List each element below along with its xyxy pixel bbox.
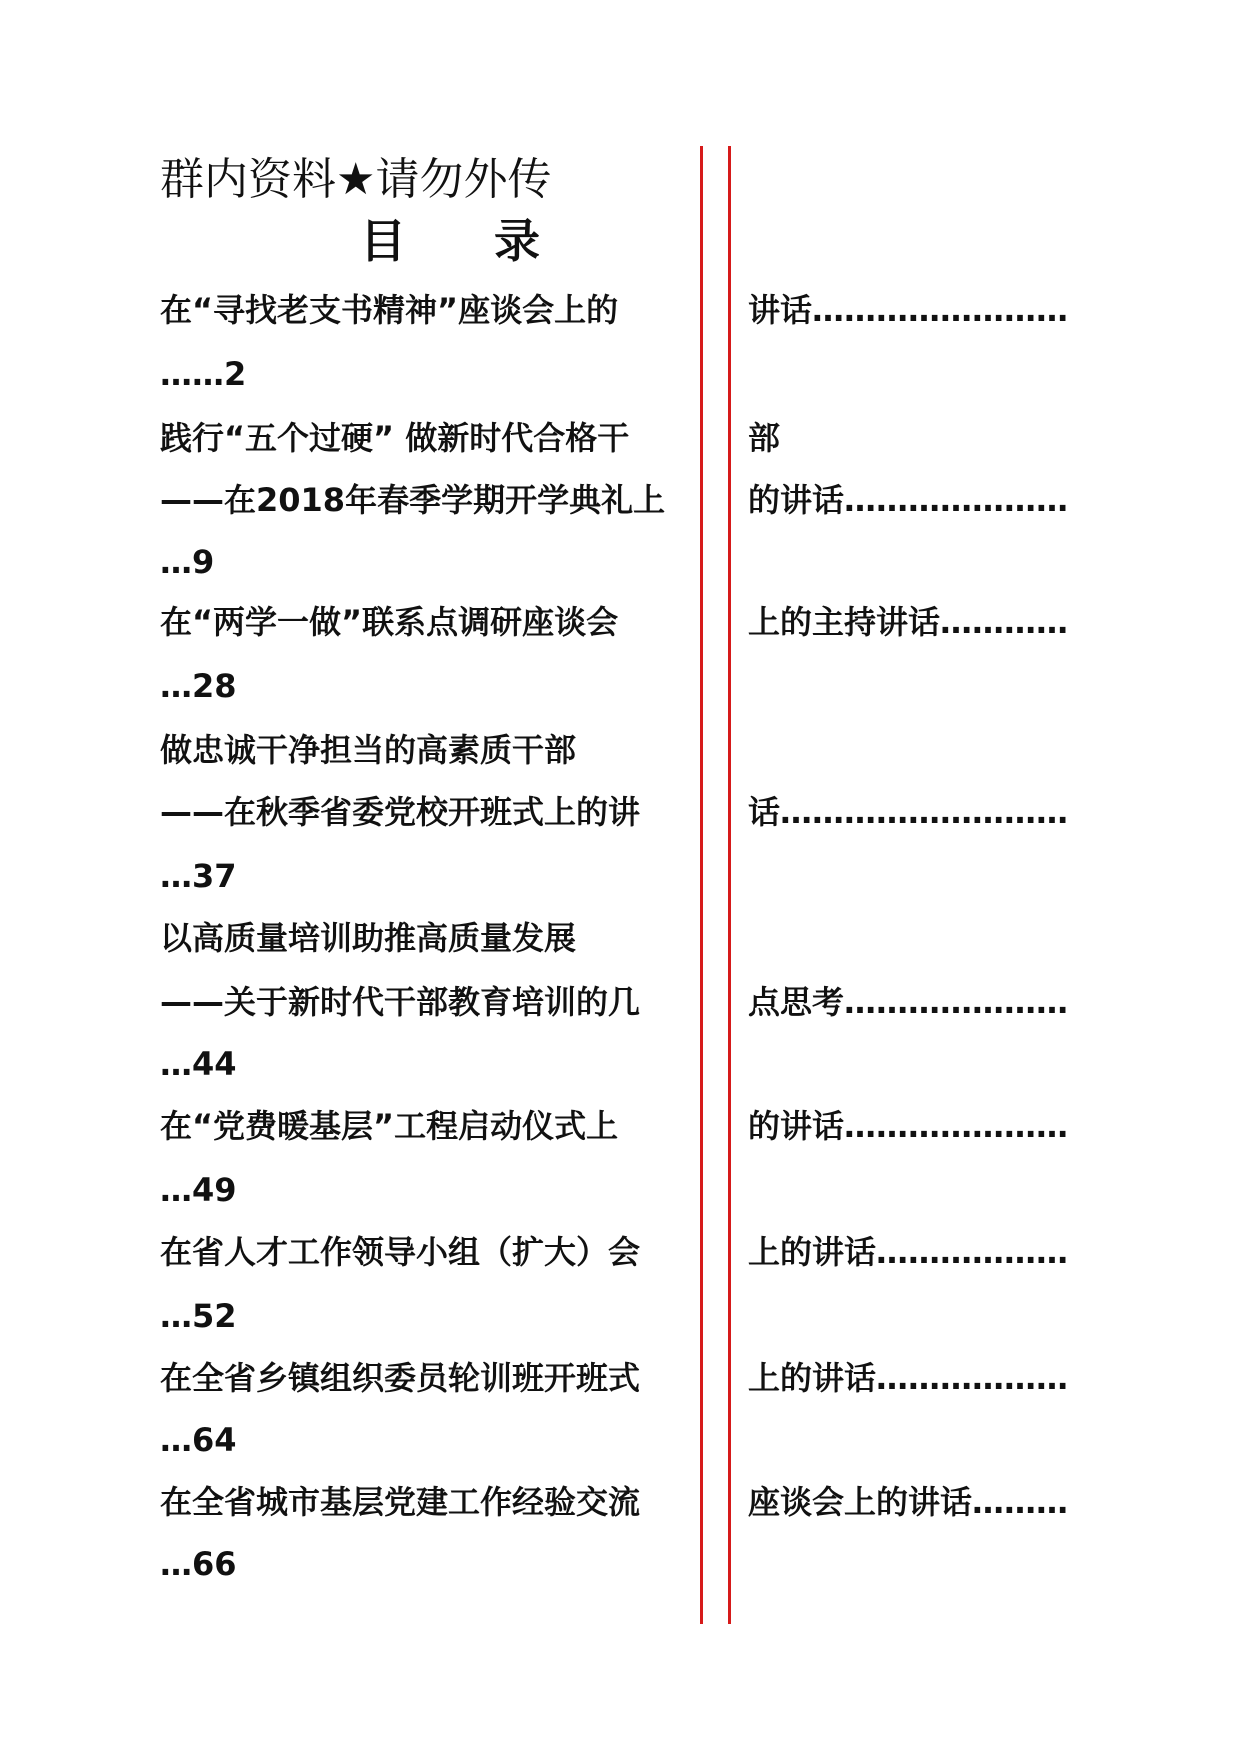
toc-entry-continuation-line: 话……………………… [748, 793, 1069, 831]
toc-entry-title-line: 做忠诚干净担当的高素质干部 [160, 731, 577, 769]
toc-entry-title-line: ——在秋季省委党校开班式上的讲 [160, 793, 641, 831]
toc-entry-page-number: …66 [160, 1545, 237, 1583]
toc-entry-continuation-line: 的讲话………………… [748, 1107, 1069, 1145]
toc-entry-page-number: …28 [160, 667, 237, 705]
toc-entry-title-line: ——在2018年春季学期开学典礼上 [160, 481, 666, 519]
toc-entry-page-number: ……2 [160, 355, 247, 393]
toc-entry-page-number: …9 [160, 543, 215, 581]
toc-entry-title-line: 在“党费暖基层”工程启动仪式上 [160, 1107, 619, 1145]
toc-entry-title-line: 在全省城市基层党建工作经验交流 [160, 1483, 641, 1521]
toc-entry-continuation-line: 部 [748, 419, 781, 457]
toc-entry-continuation-line: 座谈会上的讲话……… [748, 1483, 1069, 1521]
toc-entry-page-number: …49 [160, 1171, 237, 1209]
toc-entry-title-line: 践行“五个过硬” 做新时代合格干 [160, 419, 630, 457]
confidential-notice: 群内资料★请勿外传 [160, 154, 552, 205]
toc-entry-continuation-line: 的讲话………………… [748, 481, 1069, 519]
red-divider-rule-left [700, 146, 703, 1624]
toc-entry-continuation-line: 上的主持讲话………… [748, 603, 1069, 641]
toc-entry-page-number: …64 [160, 1421, 237, 1459]
toc-entry-title-line: ——关于新时代干部教育培训的几 [160, 983, 641, 1021]
toc-entry-continuation-line: 讲话…………………… [748, 291, 1069, 329]
toc-entry-title-line: 在全省乡镇组织委员轮训班开班式 [160, 1359, 641, 1397]
toc-entry-page-number: …44 [160, 1045, 237, 1083]
toc-entry-title-line: 在“两学一做”联系点调研座谈会 [160, 603, 619, 641]
toc-entry-continuation-line: 上的讲话……………… [748, 1233, 1069, 1271]
toc-entry-page-number: …52 [160, 1297, 237, 1335]
toc-entry-continuation-line: 点思考………………… [748, 983, 1069, 1021]
toc-entry-continuation-line: 上的讲话……………… [748, 1359, 1069, 1397]
toc-entry-title-line: 以高质量培训助推高质量发展 [160, 919, 577, 957]
toc-entry-page-number: …37 [160, 857, 237, 895]
toc-title: 目 录 [360, 214, 577, 268]
toc-entry-title-line: 在“寻找老支书精神”座谈会上的 [160, 291, 619, 329]
toc-entry-title-line: 在省人才工作领导小组（扩大）会 [160, 1233, 641, 1271]
red-divider-rule-right [728, 146, 731, 1624]
